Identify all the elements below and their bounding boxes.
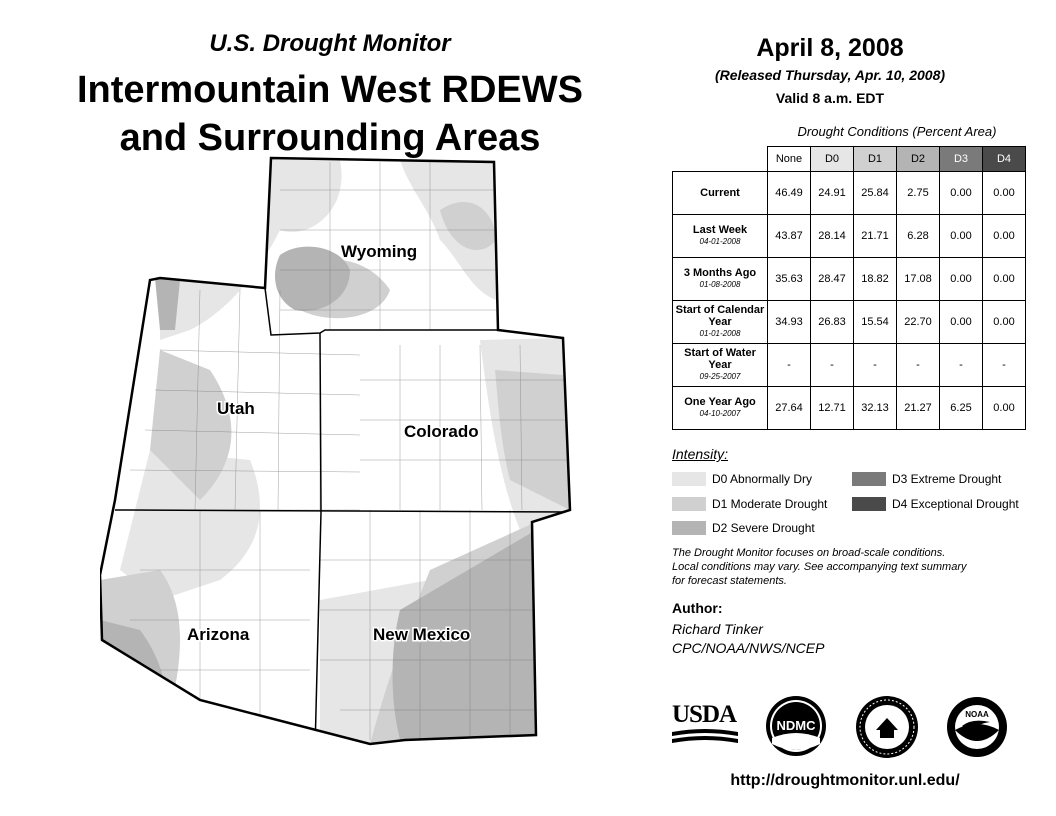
table-cell: 0.00: [983, 258, 1026, 301]
table-cell: 0.00: [940, 215, 983, 258]
table-cell: 17.08: [897, 258, 940, 301]
legend-swatch-d3: [852, 472, 886, 486]
row-label-text: Start of Calendar Year: [675, 304, 765, 328]
table-row: [673, 301, 1026, 344]
legend-label: D1 Moderate Drought: [712, 497, 828, 511]
col-header-d1: D1: [854, 147, 897, 172]
usda-logo: [672, 702, 738, 748]
table-cell: 35.63: [768, 258, 811, 301]
table-cell: 0.00: [940, 258, 983, 301]
table-cell: 34.93: [768, 301, 811, 344]
legend-item-d2: [672, 521, 815, 535]
map-title: [20, 66, 640, 162]
row-label: [673, 215, 768, 258]
row-label-text: Current: [700, 187, 740, 199]
table-cell: 24.91: [811, 172, 854, 215]
noaa-logo: [946, 696, 1008, 758]
row-date: 01-08-2008: [699, 280, 741, 289]
col-header-d2: D2: [897, 147, 940, 172]
author-org: CPC/NOAA/NWS/NCEP: [672, 640, 825, 656]
row-label-text: Start of Water Year: [684, 347, 756, 371]
state-label-wyoming: Wyoming: [341, 242, 418, 261]
row-label: [673, 172, 768, 215]
table-cell: 0.00: [940, 301, 983, 344]
row-date: 04-01-2008: [699, 237, 741, 246]
title-line-2: and Surrounding Areas: [119, 117, 541, 159]
table-cell: 0.00: [983, 387, 1026, 430]
table-cell: 21.27: [897, 387, 940, 430]
author-name: Richard Tinker: [672, 621, 763, 637]
commerce-seal-icon: [854, 694, 920, 760]
title-line-1: Intermountain West RDEWS: [77, 69, 583, 111]
table-caption: Drought Conditions (Percent Area): [797, 124, 997, 139]
table-cell: 12.71: [811, 387, 854, 430]
col-header-d4: D4: [983, 147, 1026, 172]
row-label-text: 3 Months Ago: [683, 267, 757, 279]
table-cell: 2.75: [897, 172, 940, 215]
table-cell: 21.71: [854, 215, 897, 258]
legend-item-d4: [852, 497, 1019, 511]
ndmc-logo-text: NDMC: [776, 718, 816, 733]
row-label-text: Last Week: [692, 224, 748, 236]
legend-swatch-d1: [672, 497, 706, 511]
legend-title: Intensity:: [672, 446, 729, 462]
state-label-colorado: Colorado: [404, 422, 479, 441]
table-cell: 0.00: [983, 215, 1026, 258]
table-cell: 43.87: [768, 215, 811, 258]
table-cell: -: [940, 344, 983, 387]
table-cell: -: [897, 344, 940, 387]
row-label: [673, 301, 768, 344]
table-cell: 6.28: [897, 215, 940, 258]
legend-swatch-d4: [852, 497, 886, 511]
state-label-new-mexico: New Mexico: [373, 625, 471, 644]
legend-label: D4 Exceptional Drought: [892, 497, 1019, 511]
table-row: [673, 172, 1026, 215]
author-heading: Author:: [672, 600, 723, 616]
row-label: [673, 387, 768, 430]
row-label: [673, 344, 768, 387]
row-date: 04-10-2007: [699, 409, 741, 418]
table-row: [673, 387, 1026, 430]
table-cell: 32.13: [854, 387, 897, 430]
table-cell: -: [983, 344, 1026, 387]
table-cell: 28.14: [811, 215, 854, 258]
table-cell: 46.49: [768, 172, 811, 215]
legend-item-d3: [852, 472, 1001, 486]
table-cell: -: [811, 344, 854, 387]
legend-label: D2 Severe Drought: [712, 521, 815, 535]
ndmc-logo: [764, 694, 828, 758]
row-label: [673, 258, 768, 301]
table-cell: 26.83: [811, 301, 854, 344]
drought-conditions-table: [672, 146, 1026, 430]
table-cell: 0.00: [940, 172, 983, 215]
state-label-arizona: Arizona: [187, 625, 250, 644]
legend-item-d1: [672, 497, 827, 511]
col-header-d3: D3: [940, 147, 983, 172]
note-line: for forecast statements.: [672, 575, 787, 587]
col-header-d0: D0: [811, 147, 854, 172]
table-cell: 25.84: [854, 172, 897, 215]
legend-swatch-d0: [672, 472, 706, 486]
author-block: [672, 620, 824, 658]
usda-logo-text: USDA: [672, 701, 737, 728]
note-line: Local conditions may vary. See accompanying text summary: [672, 561, 967, 573]
table-cell: 6.25: [940, 387, 983, 430]
table-row: [673, 258, 1026, 301]
table-row: [673, 215, 1026, 258]
release-date: (Released Thursday, Apr. 10, 2008): [714, 67, 946, 83]
table-cell: 22.70: [897, 301, 940, 344]
table-cell: 28.47: [811, 258, 854, 301]
legend-swatch-d2: [672, 521, 706, 535]
state-label-utah: Utah: [217, 399, 255, 418]
table-cell: 0.00: [983, 301, 1026, 344]
table-cell: -: [854, 344, 897, 387]
table-cell: 18.82: [854, 258, 897, 301]
usda-wave-icon: [672, 728, 738, 746]
legend-label: D3 Extreme Drought: [892, 472, 1002, 486]
website-link[interactable]: http://droughtmonitor.unl.edu/: [730, 772, 960, 789]
col-header-none: None: [768, 147, 811, 172]
drought-map: [100, 150, 580, 760]
row-label-text: One Year Ago: [684, 396, 756, 408]
table-header-row: [673, 147, 1026, 172]
table-cell: -: [768, 344, 811, 387]
table-cell: 27.64: [768, 387, 811, 430]
table-cell: 0.00: [983, 172, 1026, 215]
table-corner: [673, 147, 768, 172]
table-row: [673, 344, 1026, 387]
valid-time: Valid 8 a.m. EDT: [775, 90, 885, 106]
map-supertitle: U.S. Drought Monitor: [209, 30, 451, 57]
valid-date: April 8, 2008: [756, 34, 904, 62]
legend-item-d0: [672, 472, 812, 486]
noaa-logo-text: NOAA: [965, 710, 989, 719]
row-date: 01-01-2008: [699, 329, 741, 338]
legend-label: D0 Abnormally Dry: [712, 472, 813, 486]
table-cell: 15.54: [854, 301, 897, 344]
row-date: 09-25-2007: [699, 372, 741, 381]
note-line: The Drought Monitor focuses on broad-scale conditions.: [672, 547, 946, 559]
disclaimer-note: [672, 546, 1032, 588]
